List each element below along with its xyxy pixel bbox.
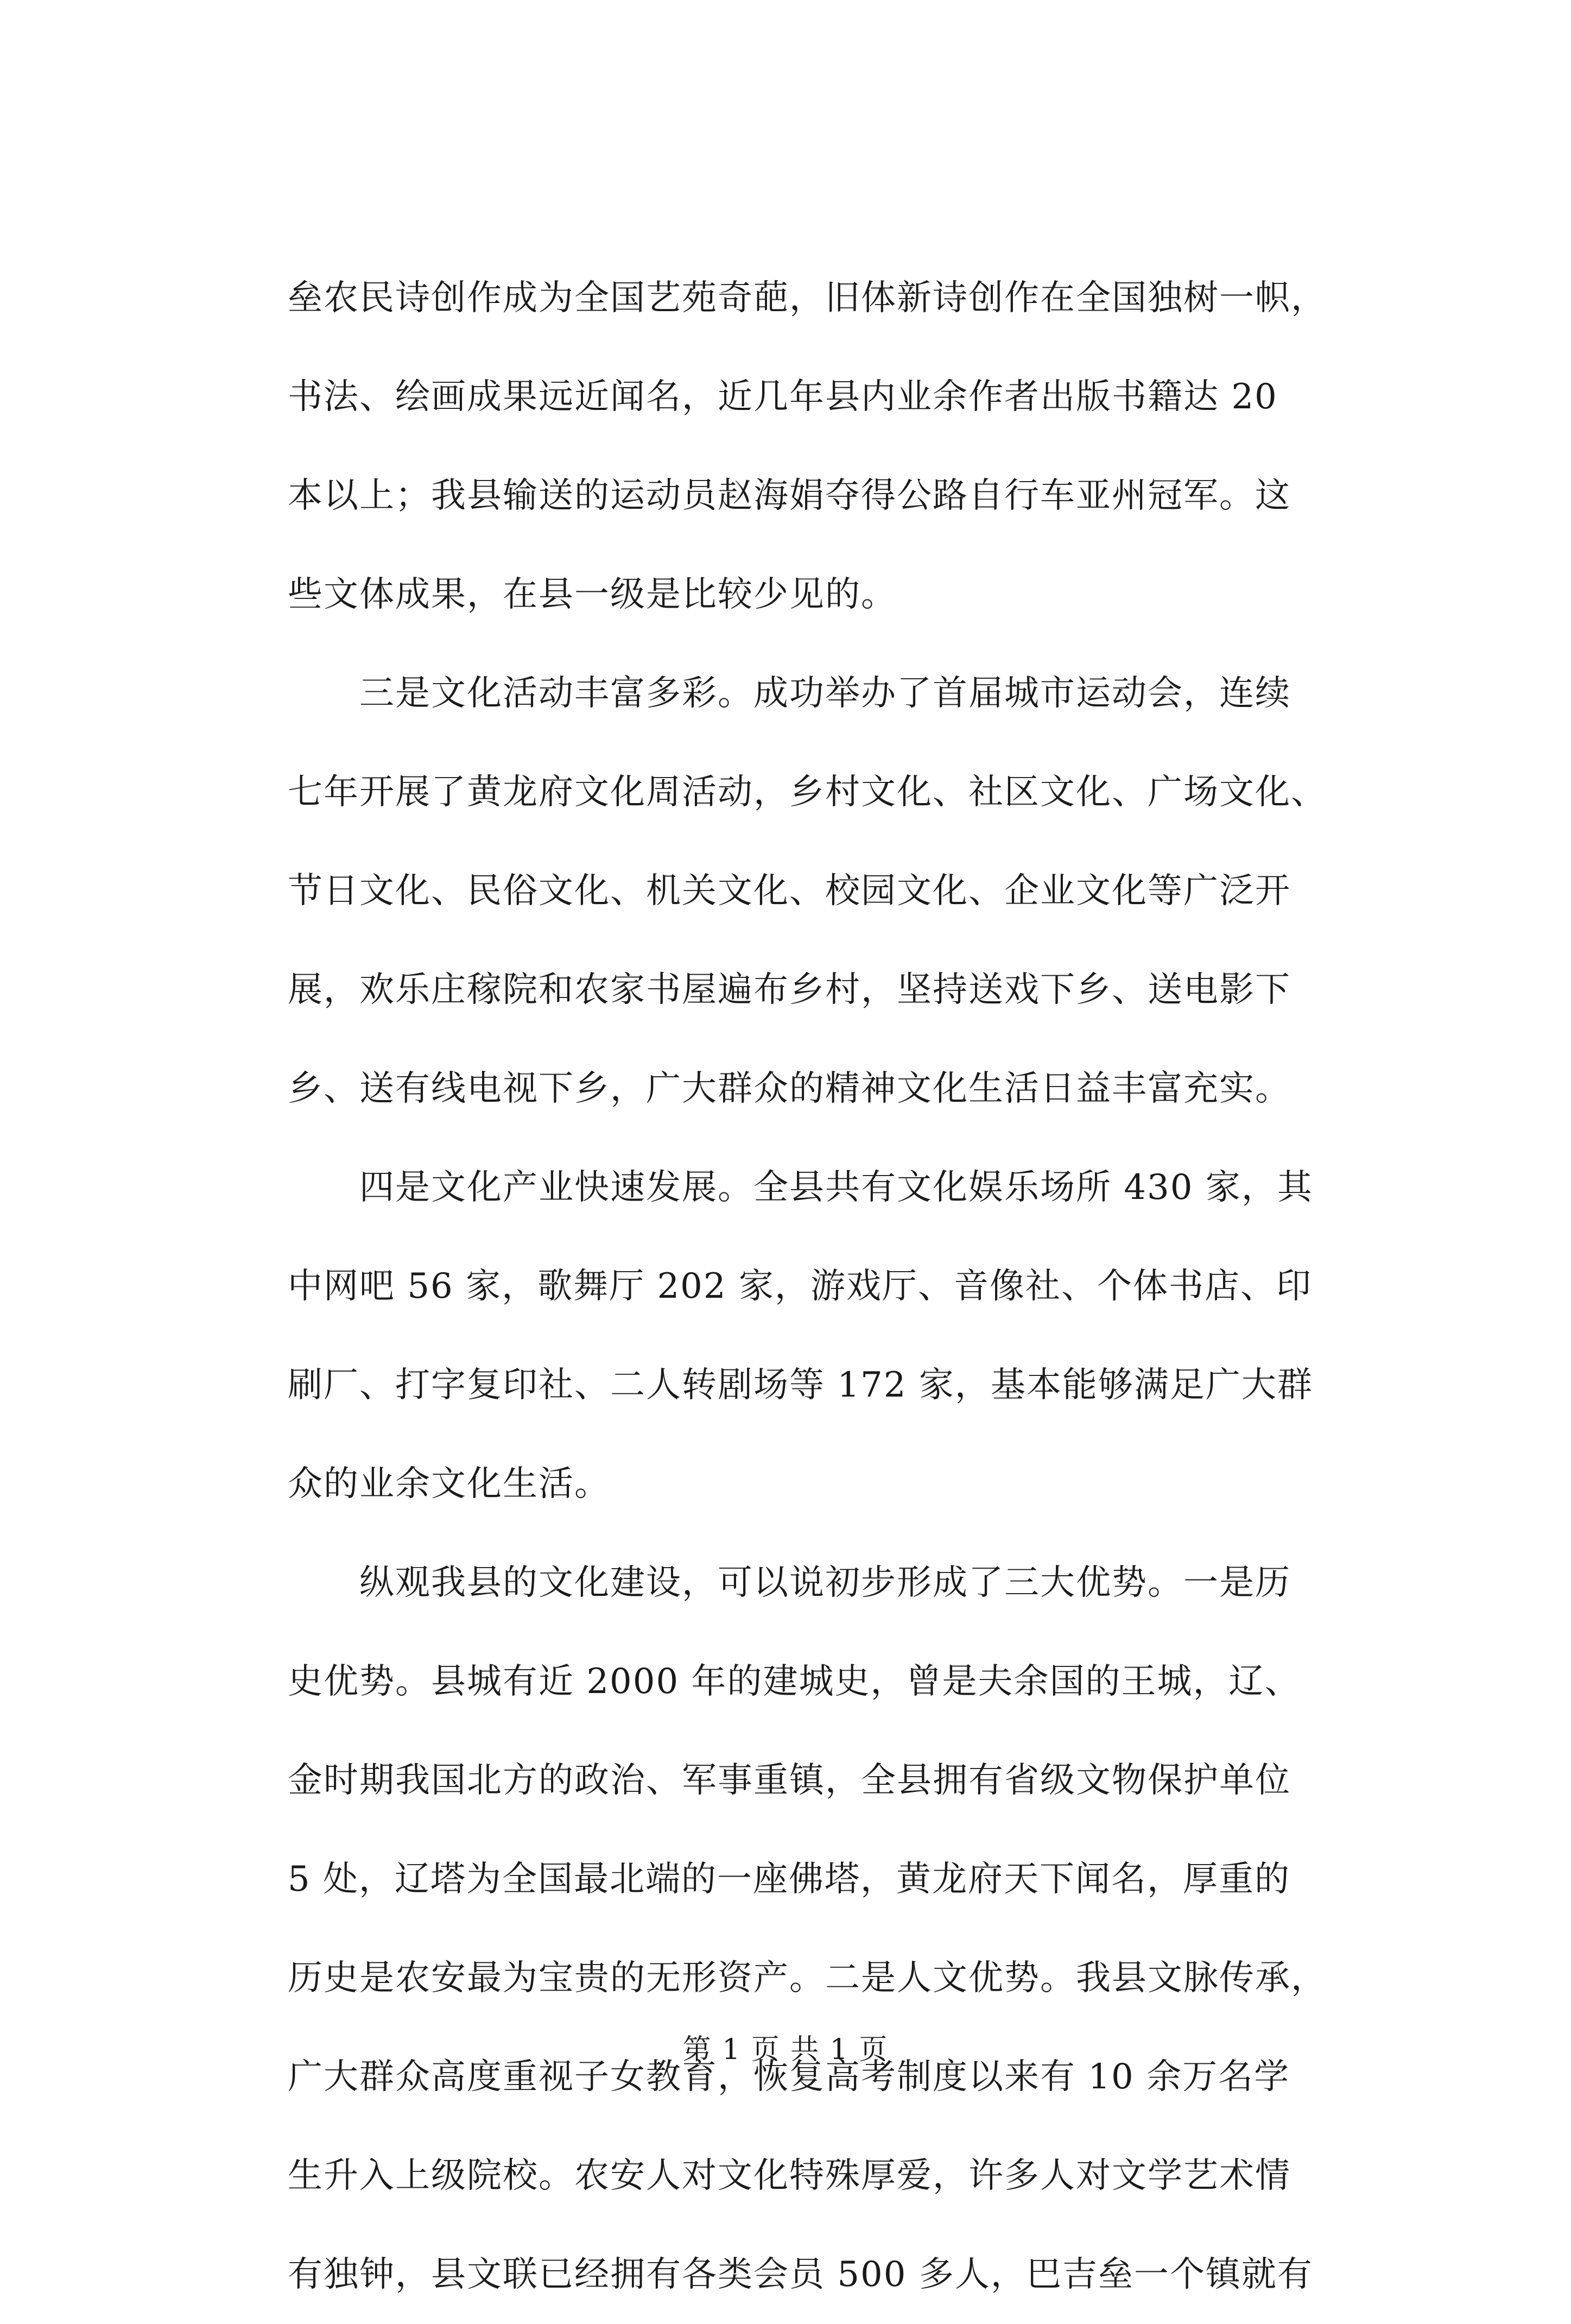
text-line: 节日文化、民俗文化、机关文化、校园文化、企业文化等广泛开 — [288, 871, 1291, 911]
text-line: 刷厂、打字复印社、二人转剧场等 172 家，基本能够满足广大群 — [288, 1365, 1313, 1405]
text-line: 广大群众高度重视子女教育，恢复高考制度以来有 10 余万名学 — [288, 2057, 1290, 2097]
text-line: 本以上；我县输送的运动员赵海娟夺得公路自行车亚州冠军。这 — [288, 476, 1291, 516]
page-footer: 第 1 页 共 1 页 — [682, 2033, 889, 2066]
text-line: 中网吧 56 家，歌舞厅 202 家，游戏厅、音像社、个体书店、印 — [288, 1266, 1312, 1306]
text-line: 乡、送有线电视下乡，广大群众的精神文化生活日益丰富充实。 — [288, 1069, 1291, 1109]
text-line: 众的业余文化生活。 — [288, 1464, 610, 1504]
text-line: 史优势。县城有近 2000 年的建城史，曾是夫余国的王城，辽、 — [288, 1662, 1301, 1702]
text-line: 纵观我县的文化建设，可以说初步形成了三大优势。一是历 — [288, 1563, 1291, 1603]
text-line: 四是文化产业快速发展。全县共有文化娱乐场所 430 家，其 — [288, 1167, 1313, 1208]
text-line: 金时期我国北方的政治、军事重镇，全县拥有省级文物保护单位 — [288, 1760, 1291, 1801]
text-line: 展，欢乐庄稼院和农家书屋遍布乡村，坚持送戏下乡、送电影下 — [288, 970, 1291, 1010]
text-line: 5 处，辽塔为全国最北端的一座佛塔，黄龙府天下闻名，厚重的 — [288, 1859, 1291, 1899]
text-line: 三是文化活动丰富多彩。成功举办了首届城市运动会，连续 — [288, 673, 1291, 713]
text-line: 七年开展了黄龙府文化周活动，乡村文化、社区文化、广场文化、 — [288, 772, 1327, 812]
text-line: 垒农民诗创作成为全国艺苑奇葩，旧体新诗创作在全国独树一帜， — [288, 278, 1327, 318]
text-line: 些文体成果，在县一级是比较少见的。 — [288, 574, 897, 615]
text-line: 历史是农安最为宝贵的无形资产。二是人文优势。我县文脉传承， — [288, 1958, 1327, 1998]
text-line: 有独钟，县文联已经拥有各类会员 500 多人，巴吉垒一个镇就有 — [288, 2254, 1313, 2295]
body-text — [288, 249, 1428, 2324]
text-line: 生升入上级院校。农安人对文化特殊厚爱，许多人对文学艺术情 — [288, 2156, 1291, 2196]
text-line: 书法、绘画成果远近闻名，近几年县内业余作者出版书籍达 20 — [288, 377, 1278, 417]
